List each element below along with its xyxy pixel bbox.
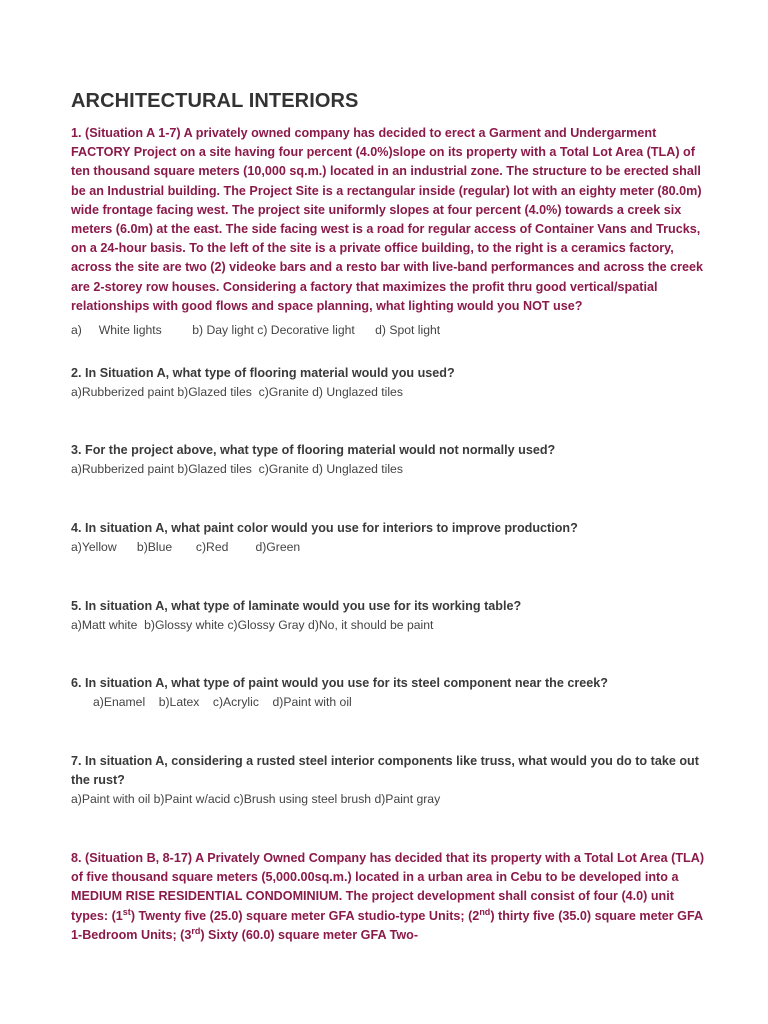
ordinal-suffix: nd	[479, 906, 491, 917]
question-options: a)Yellow b)Blue c)Red d)Green	[71, 540, 301, 555]
question-text-part: 8. (Situation B, 8-17) A Privately Owned Company has decided that its property with a Total Lot Area (TLA) of five thousand square meters (5,000.00sq.m.) located in a urban area in Cebu to be developed into a MEDIUM RISE RESIDENTIAL CONDOMINIUM. The project development shall consist of four (4.0) unit types: (1	[71, 851, 705, 923]
question-options: a) White lights b) Day light c) Decorative light d) Spot light	[71, 323, 441, 338]
question-text-part: ) Twenty five (25.0) square meter GFA studio-type Units; (2	[130, 908, 480, 923]
ordinal-suffix: rd	[191, 925, 201, 936]
question-text-part: ) Sixty (60.0) square meter GFA Two-	[200, 927, 419, 942]
question-2	[71, 364, 711, 401]
page-title: ARCHITECTURAL INTERIORS	[71, 90, 359, 112]
question-text: 5. In situation A, what type of laminate would you use for its working table?	[71, 599, 522, 613]
question-text: 4. In situation A, what paint color would you use for interiors to improve production?	[71, 521, 578, 535]
question-options: a)Enamel b)Latex c)Acrylic d)Paint with oil	[93, 695, 352, 710]
question-4	[71, 519, 711, 556]
question-text: 7. In situation A, considering a rusted steel interior components like truss, what would you do to take out the rust?	[71, 754, 699, 788]
question-3	[71, 441, 711, 478]
question-options: a)Paint with oil b)Paint w/acid c)Brush using steel brush d)Paint gray	[71, 792, 441, 807]
question-text: 6. In situation A, what type of paint would you use for its steel component near the creek?	[71, 676, 608, 690]
question-options: a)Rubberized paint b)Glazed tiles c)Granite d) Unglazed tiles	[71, 462, 403, 477]
question-text-part: ) thirty five (35.0) square meter GFA 1-Bedroom Units; (3	[71, 908, 703, 942]
ordinal-suffix: st	[122, 906, 131, 917]
question-1	[71, 124, 711, 339]
question-6	[71, 674, 711, 711]
question-5	[71, 597, 711, 634]
question-text	[71, 849, 711, 945]
question-text: 2. In Situation A, what type of flooring material would you used?	[71, 366, 455, 380]
question-7	[71, 752, 711, 808]
question-options: a)Rubberized paint b)Glazed tiles c)Granite d) Unglazed tiles	[71, 385, 403, 400]
question-options: a)Matt white b)Glossy white c)Glossy Gray d)No, it should be paint	[71, 618, 434, 633]
question-text: 1. (Situation A 1-7) A privately owned company has decided to erect a Garment and Undergarment FACTORY Project on a site having four percent (4.0%)slope on its property with a Total Lot Area (TLA) of ten thousand square meters (10,000 sq.m.) located in an industrial zone. The structure to be erected shall be an Industrial building. The Project Site is a rectangular inside (regular) lot with an eighty meter (80.0m) wide frontage facing west. The project site uniformly slopes at four percent (4.0%) towards a creek six meters (6.0m) at the east. The side facing west is a road for regular access of Container Vans and Trucks, on a 24-hour basis. To the left of the site is a private office building, to the right is a ceramics factory, across the site are two (2) videoke bars and a resto bar with live-band performances and across the creek are 2-storey row houses. Considering a factory that maximizes the profit thru good vertical/spatial relationships with good flows and space planning, what lighting would you NOT use?	[71, 126, 704, 313]
question-text: 3. For the project above, what type of flooring material would not normally used?	[71, 443, 556, 457]
question-8	[71, 849, 711, 945]
